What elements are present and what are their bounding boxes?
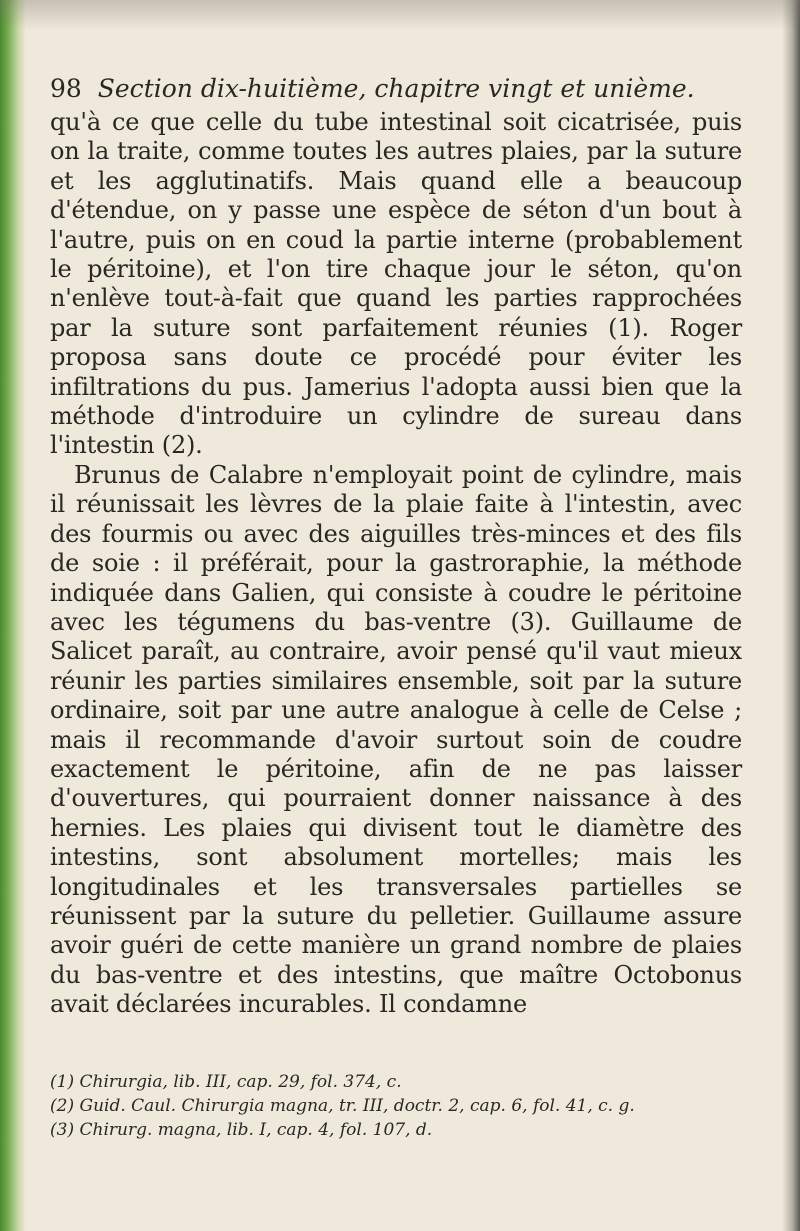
footnotes bbox=[50, 1070, 742, 1142]
book-spine bbox=[0, 0, 26, 1231]
paragraph: Brunus de Calabre n'employait point de cylindre, mais il réunissait les lèvres de la plaie faite à l'intestin, avec des fourmis ou avec des aiguilles très-minces et des fils de soie : il préférait, pour la gastroraphie, la méthode indiquée dans Galien, qui consiste à coudre le péritoine avec les tégumens du bas-ventre (3). Guillaume de Salicet paraît, au contraire, avoir pensé qu'il vaut mieux réunir les parties similaires ensemble, soit par la suture ordinaire, soit par une autre analogue à celle de Celse ; mais il recommande d'avoir surtout soin de coudre exactement le péritoine, afin de ne pas laisser d'ouvertures, qui pourraient donner naissance à des hernies. Les plaies qui divisent tout le diamètre des intestins, sont absolument mortelles; mais les longitudinales et les transversales partielles se réunissent par la suture du pelletier. Guillaume assure avoir guéri de cette manière un grand nombre de plaies du bas-ventre et des intestins, que maître Octobonus avait déclarées incurables. Il condamne bbox=[50, 460, 742, 1019]
top-shadow bbox=[0, 0, 800, 30]
footnote: (2) Guid. Caul. Chirurgia magna, tr. III, doctr. 2, cap. 6, fol. 41, c. g. bbox=[50, 1095, 635, 1116]
page-number: 98 bbox=[50, 74, 82, 103]
running-header bbox=[50, 74, 742, 104]
body-text bbox=[50, 108, 742, 1020]
footnote: (3) Chirurg. magna, lib. I, cap. 4, fol. 107, d. bbox=[50, 1119, 433, 1140]
page-edge bbox=[782, 0, 800, 1231]
running-title: Section dix-huitième, chapitre vingt et unième. bbox=[97, 74, 695, 103]
footnote: (1) Chirurgia, lib. III, cap. 29, fol. 374, c. bbox=[50, 1071, 402, 1092]
paragraph: qu'à ce que celle du tube intestinal soit cicatrisée, puis on la traite, comme toutes les autres plaies, par la suture et les agglutinatifs. Mais quand elle a beaucoup d'étendue, on y passe une espèce de séton d'un bout à l'autre, puis on en coud la partie interne (probablement le péritoine), et l'on tire chaque jour le séton, qu'on n'enlève tout-à-fait que quand les parties rapprochées par la suture sont parfaitement réunies (1). Roger proposa sans doute ce procédé pour éviter les infiltrations du pus. Jamerius l'adopta aussi bien que la méthode d'introduire un cylindre de sureau dans l'intestin (2). bbox=[50, 108, 742, 460]
book-page bbox=[50, 74, 742, 1142]
